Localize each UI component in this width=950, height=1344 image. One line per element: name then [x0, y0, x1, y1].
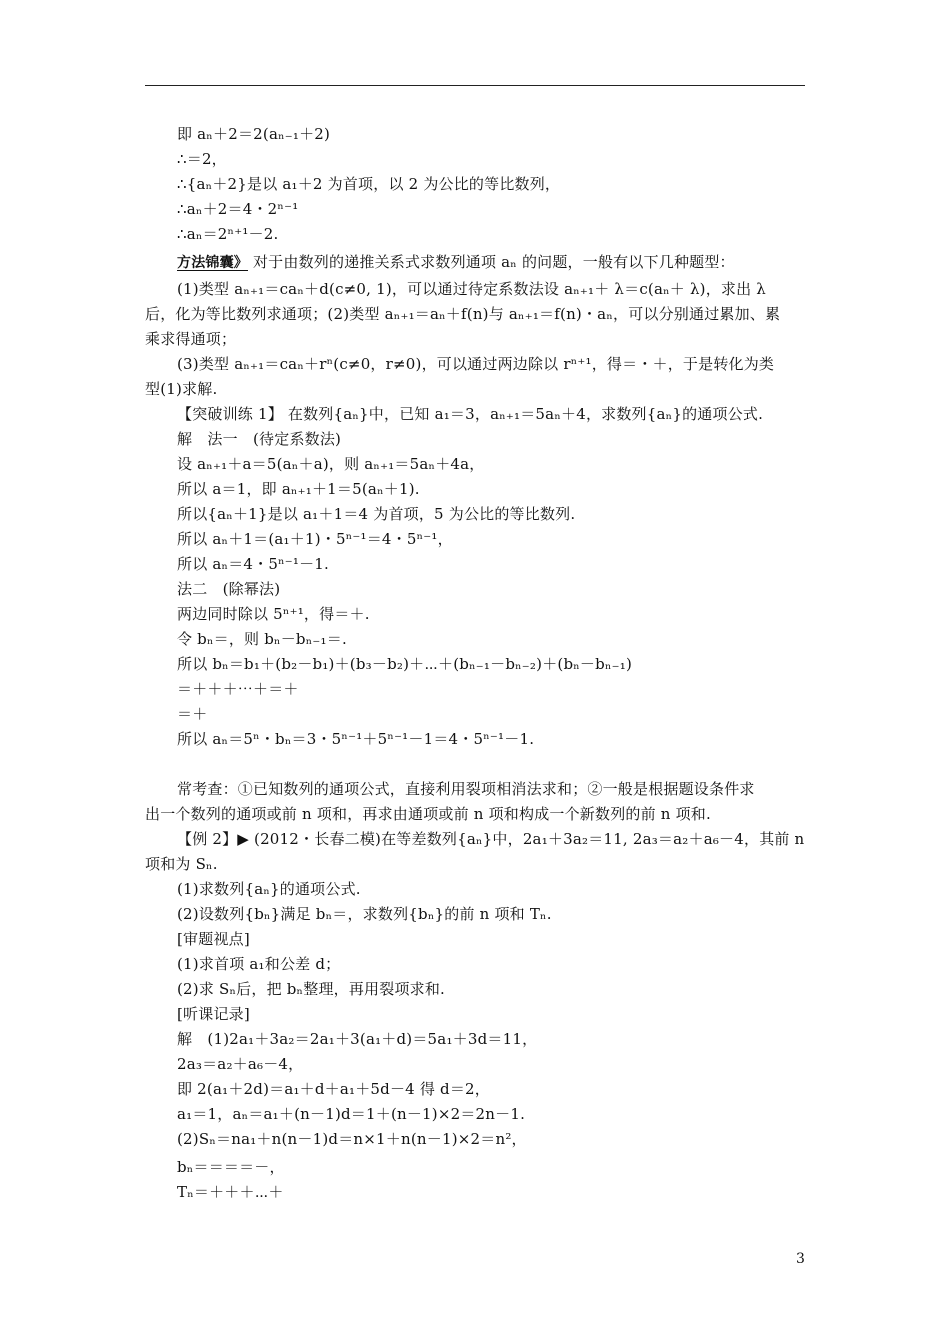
text-line: Tₙ＝＋＋＋⋯＋: [177, 1183, 284, 1201]
text-line: 法二 (除幂法): [177, 580, 281, 598]
text-line: 所以 a＝1，即 aₙ₊₁＋1＝5(aₙ＋1).: [177, 480, 420, 498]
method-summary-line: [177, 252, 735, 273]
method-intro: 对于由数列的递推关系式求数列通项 aₙ 的问题，一般有以下几种题型：: [248, 253, 735, 271]
text-line: 解 法一 (待定系数法): [177, 430, 342, 448]
text-line: (1)求数列{aₙ}的通项公式.: [177, 880, 361, 898]
text-line: (1)类型 aₙ₊₁＝caₙ＋d(c≠0, 1)，可以通过待定系数法设 aₙ₊₁＋ λ＝c(aₙ＋ λ)，求出 λ: [177, 280, 767, 298]
section-label: [审题视点]: [177, 930, 250, 948]
text-line: ∴＝2，: [177, 150, 227, 168]
text-line: 后，化为等比数列求通项；(2)类型 aₙ₊₁＝aₙ＋f(n)与 aₙ₊₁＝f(n)・aₙ，可以分别通过累加、累: [145, 305, 781, 323]
page-number: 3: [796, 1251, 805, 1267]
text-line: ∴aₙ＝2ⁿ⁺¹－2.: [177, 225, 279, 243]
text-line: 乘求得通项；: [145, 330, 237, 348]
text-line: 常考查：①已知数列的通项公式，直接利用裂项相消法求和；②一般是根据题设条件求: [177, 780, 755, 798]
text-line: (2)求 Sₙ后，把 bₙ整理，再用裂项求和.: [177, 980, 446, 998]
text-line: (1)求首项 a₁和公差 d；: [177, 955, 341, 973]
section-label: [听课记录]: [177, 1005, 250, 1023]
text-line: 所以{aₙ＋1}是以 a₁＋1＝4 为首项，5 为公比的等比数列.: [177, 505, 576, 523]
text-line: 解 (1)2a₁＋3a₂＝2a₁＋3(a₁＋d)＝5a₁＋3d＝11，: [177, 1030, 538, 1048]
text-line: a₁＝1，aₙ＝a₁＋(n－1)d＝1＋(n－1)×2＝2n－1.: [177, 1105, 526, 1123]
text-line: (3)类型 aₙ₊₁＝caₙ＋rⁿ(c≠0，r≠0)，可以通过两边除以 rⁿ⁺¹，得＝・＋，于是转化为类: [177, 355, 775, 373]
text-line: 即 aₙ＋2＝2(aₙ₋₁＋2): [177, 125, 331, 143]
text-line: 型(1)求解.: [145, 380, 218, 398]
exercise-heading: 【突破训练 1】 在数列{aₙ}中，已知 a₁＝3，aₙ₊₁＝5aₙ＋4，求数列{aₙ}的通项公式.: [177, 405, 764, 423]
text-line: 即 2(a₁＋2d)＝a₁＋d＋a₁＋5d－4 得 d＝2，: [177, 1080, 491, 1098]
text-line: 所以 aₙ＋1＝(a₁＋1)・5ⁿ⁻¹＝4・5ⁿ⁻¹，: [177, 530, 453, 548]
text-line: 两边同时除以 5ⁿ⁺¹，得＝＋.: [177, 605, 370, 623]
text-line: 2a₃＝a₂＋a₆－4，: [177, 1055, 304, 1073]
text-line: ＝＋＋＋⋯＋＝＋: [177, 680, 299, 698]
text-line: 所以 aₙ＝4・5ⁿ⁻¹－1.: [177, 555, 330, 573]
header-rule: [145, 85, 805, 86]
text-line: 设 aₙ₊₁＋a＝5(aₙ＋a)，则 aₙ₊₁＝5aₙ＋4a，: [177, 455, 485, 473]
text-line: ∴{aₙ＋2}是以 a₁＋2 为首项，以 2 为公比的等比数列，: [177, 175, 561, 193]
example-heading: 【例 2】▶ (2012・长春二模)在等差数列{aₙ}中，2a₁＋3a₂＝11, 2a₃＝a₂＋a₆－4，其前 n: [177, 830, 805, 848]
text-line: (2)设数列{bₙ}满足 bₙ＝，求数列{bₙ}的前 n 项和 Tₙ.: [177, 905, 552, 923]
text-line: 所以 aₙ＝5ⁿ・bₙ＝3・5ⁿ⁻¹＋5ⁿ⁻¹－1＝4・5ⁿ⁻¹－1.: [177, 730, 535, 748]
text-line: ＝＋: [177, 705, 208, 723]
text-line: 项和为 Sₙ.: [145, 855, 218, 873]
text-line: 所以 bₙ＝b₁＋(b₂－b₁)＋(b₃－b₂)＋⋯＋(bₙ₋₁－bₙ₋₂)＋(bₙ－bₙ₋₁): [177, 655, 633, 673]
method-tag: 方法锦囊》: [177, 255, 248, 271]
text-line: bₙ＝＝＝＝－，: [177, 1158, 285, 1176]
text-line: 令 bₙ＝，则 bₙ－bₙ₋₁＝.: [177, 630, 347, 648]
text-line: ∴aₙ＋2＝4・2ⁿ⁻¹: [177, 200, 299, 218]
text-line: (2)Sₙ＝na₁＋n(n－1)d＝n×1＋n(n－1)×2＝n²，: [177, 1130, 527, 1148]
text-line: 出一个数列的通项或前 n 项和，再求由通项或前 n 项和构成一个新数列的前 n 项和.: [145, 805, 711, 823]
